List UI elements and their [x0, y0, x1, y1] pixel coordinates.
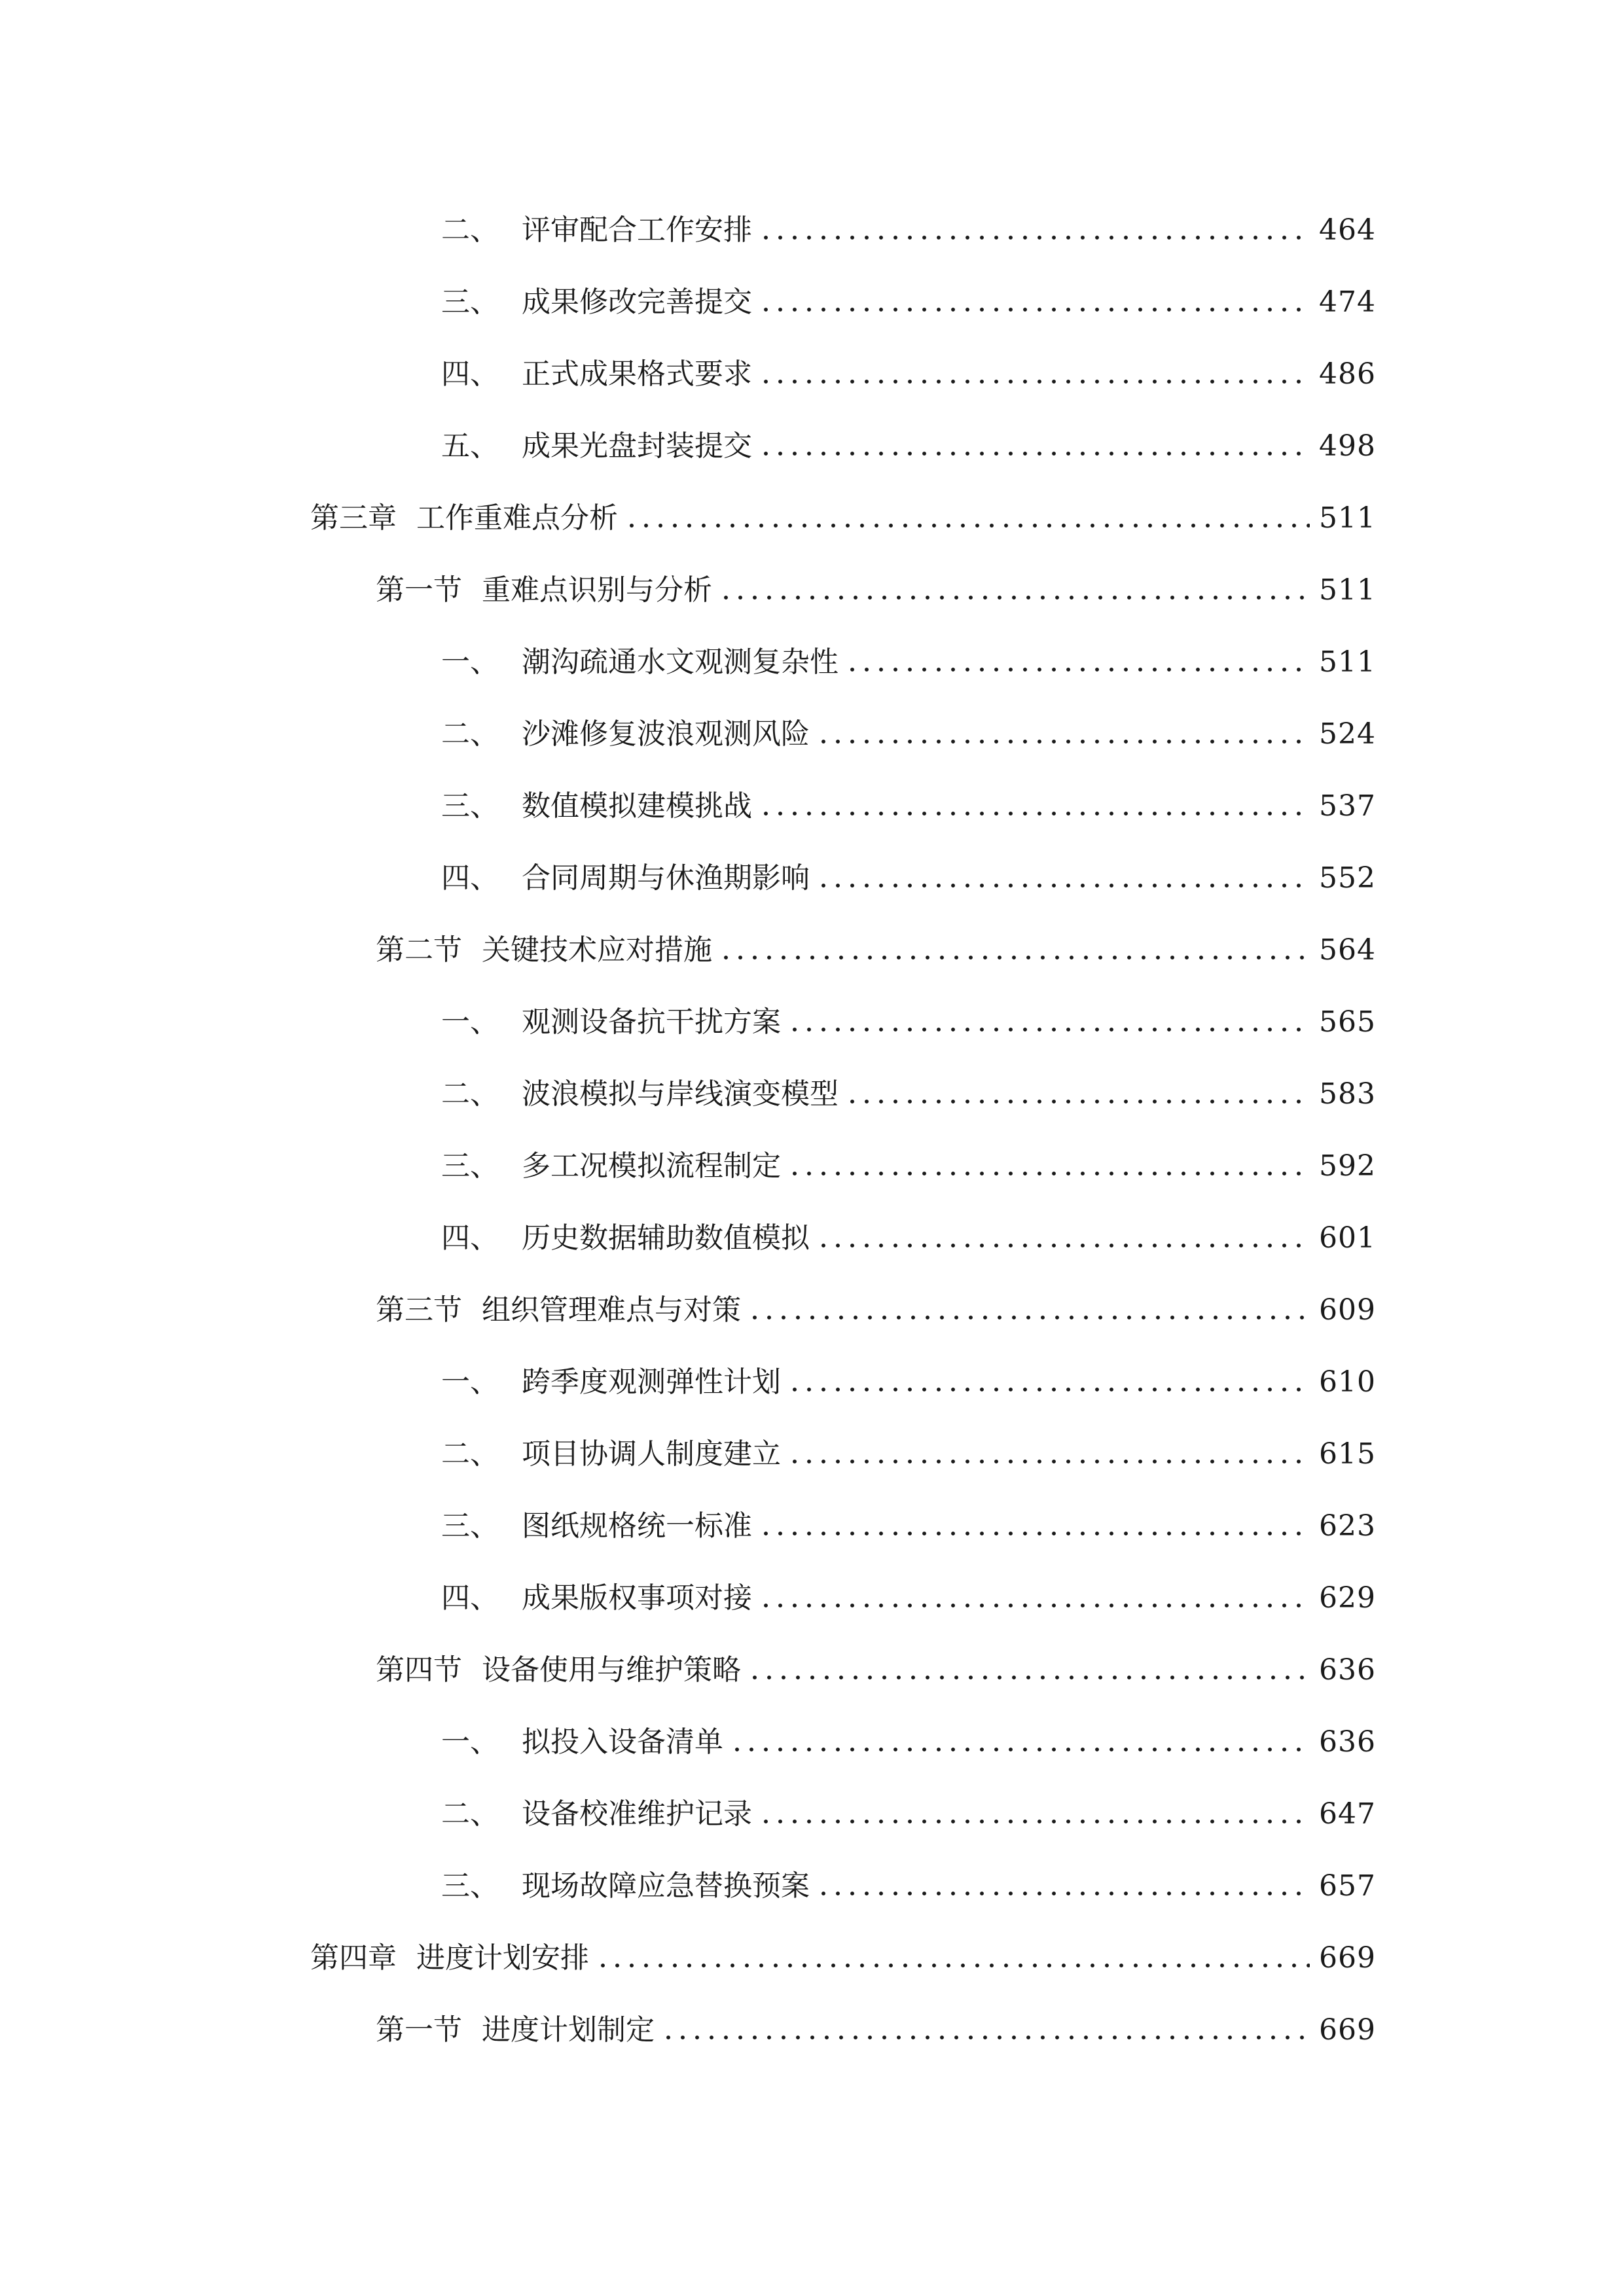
toc-entry-page: 636 [1319, 1653, 1376, 1687]
dot-leader [759, 809, 1310, 818]
toc-entry[interactable] [0, 774, 1624, 846]
toc-section[interactable] [0, 1278, 1624, 1350]
toc-entry-page: 609 [1319, 1293, 1376, 1327]
toc-entry-number: 第二节 [376, 933, 462, 967]
toc-entry-title: 设备校准维护记录 [522, 1797, 752, 1831]
toc-entry[interactable] [0, 270, 1624, 342]
dot-leader [719, 953, 1310, 962]
toc-entry-number: 四、 [441, 861, 499, 895]
toc-entry-title: 设备使用与维护策略 [482, 1653, 741, 1687]
toc-entry-number: 二、 [441, 1797, 499, 1831]
toc-entry-title: 跨季度观测弹性计划 [522, 1365, 781, 1399]
toc-entry[interactable] [0, 1854, 1624, 1926]
dot-leader [787, 1457, 1310, 1466]
dot-leader [845, 1097, 1310, 1106]
toc-section[interactable] [0, 558, 1624, 630]
toc-entry-page: 464 [1319, 213, 1376, 247]
toc-entry[interactable] [0, 1350, 1624, 1422]
toc-entry-title: 关键技术应对措施 [482, 933, 712, 967]
toc-entry-page: 601 [1319, 1221, 1376, 1255]
toc-chapter[interactable] [0, 486, 1624, 558]
toc-entry-page: 511 [1319, 573, 1376, 607]
toc-entry[interactable] [0, 1566, 1624, 1638]
toc-entry[interactable] [0, 1710, 1624, 1782]
toc-entry[interactable] [0, 702, 1624, 774]
toc-entry-page: 524 [1319, 717, 1376, 751]
toc-entry-title: 组织管理难点与对策 [482, 1293, 741, 1327]
toc-entry-number: 四、 [441, 357, 499, 391]
toc-entry-title: 成果修改完善提交 [522, 285, 752, 319]
toc-entry-title: 潮沟疏通水文观测复杂性 [522, 645, 839, 679]
toc-entry-number: 第三节 [376, 1293, 462, 1327]
toc-entry-page: 610 [1319, 1365, 1376, 1399]
toc-entry-title: 进度计划制定 [482, 2013, 655, 2047]
toc-entry-number: 一、 [441, 1365, 499, 1399]
toc-entry-title: 重难点识别与分析 [482, 573, 712, 607]
toc-entry-page: 623 [1319, 1509, 1376, 1543]
toc-entry[interactable] [0, 1134, 1624, 1206]
toc-entry-number: 三、 [441, 285, 499, 319]
dot-leader [759, 233, 1310, 242]
dot-leader [596, 1961, 1310, 1970]
dot-leader [748, 1313, 1310, 1322]
toc-entry-title: 评审配合工作安排 [522, 213, 752, 247]
dot-leader [624, 521, 1310, 530]
toc-entry[interactable] [0, 1782, 1624, 1854]
toc-entry-number: 三、 [441, 1509, 499, 1543]
toc-entry-number: 一、 [441, 1005, 499, 1039]
dot-leader [759, 305, 1310, 314]
toc-entry-number: 三、 [441, 789, 499, 823]
dot-leader [719, 593, 1310, 602]
dot-leader [845, 665, 1310, 674]
toc-entry-title: 数值模拟建模挑战 [522, 789, 752, 823]
toc-entry-number: 第一节 [376, 573, 462, 607]
toc-entry-number: 三、 [441, 1149, 499, 1183]
toc-entry-title: 项目协调人制度建立 [522, 1437, 781, 1471]
toc-entry-page: 511 [1319, 501, 1376, 535]
toc-entry-title: 正式成果格式要求 [522, 357, 752, 391]
toc-entry-title: 成果光盘封装提交 [522, 429, 752, 463]
toc-entry-number: 三、 [441, 1869, 499, 1903]
toc-entry-title: 沙滩修复波浪观测风险 [522, 717, 810, 751]
dot-leader [787, 1169, 1310, 1178]
toc-entry-number: 一、 [441, 645, 499, 679]
toc-entry-page: 565 [1319, 1005, 1376, 1039]
toc-entry-page: 564 [1319, 933, 1376, 967]
toc-entry-title: 合同周期与休渔期影响 [522, 861, 810, 895]
dot-leader [787, 1385, 1310, 1394]
toc-entry-number: 四、 [441, 1221, 499, 1255]
toc-entry-number: 二、 [441, 717, 499, 751]
toc-entry[interactable] [0, 342, 1624, 414]
toc-entry-title: 现场故障应急替换预案 [522, 1869, 810, 1903]
toc-entry-title: 进度计划安排 [416, 1941, 589, 1975]
toc-entry-page: 615 [1319, 1437, 1376, 1471]
toc-entry-number: 二、 [441, 1077, 499, 1111]
toc-entry[interactable] [0, 846, 1624, 918]
dot-leader [661, 2033, 1310, 2042]
toc-entry[interactable] [0, 198, 1624, 270]
dot-leader [816, 1889, 1310, 1898]
toc-entry-page: 474 [1319, 285, 1376, 319]
toc-entry-page: 592 [1319, 1149, 1376, 1183]
toc-entry-number: 一、 [441, 1725, 499, 1759]
table-of-contents [0, 198, 1624, 2070]
toc-entry-page: 636 [1319, 1725, 1376, 1759]
toc-entry[interactable] [0, 1062, 1624, 1134]
dot-leader [759, 1817, 1310, 1826]
toc-entry-number: 第四章 [310, 1941, 397, 1975]
toc-entry[interactable] [0, 1422, 1624, 1494]
toc-entry-title: 拟投入设备清单 [522, 1725, 723, 1759]
toc-entry-page: 486 [1319, 357, 1376, 391]
toc-entry-title: 工作重难点分析 [416, 501, 618, 535]
toc-section[interactable] [0, 1638, 1624, 1710]
toc-entry-page: 583 [1319, 1077, 1376, 1111]
dot-leader [787, 1025, 1310, 1034]
toc-entry-number: 第四节 [376, 1653, 462, 1687]
toc-entry-page: 552 [1319, 861, 1376, 895]
dot-leader [816, 881, 1310, 890]
toc-entry-title: 观测设备抗干扰方案 [522, 1005, 781, 1039]
toc-entry-page: 498 [1319, 429, 1376, 463]
toc-entry-page: 647 [1319, 1797, 1376, 1831]
dot-leader [759, 377, 1310, 386]
toc-entry-number: 第三章 [310, 501, 397, 535]
dot-leader [759, 449, 1310, 458]
dot-leader [730, 1745, 1310, 1754]
dot-leader [759, 1601, 1310, 1610]
toc-entry[interactable] [0, 630, 1624, 702]
toc-entry[interactable] [0, 1206, 1624, 1278]
toc-entry-page: 657 [1319, 1869, 1376, 1903]
toc-entry-number: 第一节 [376, 2013, 462, 2047]
dot-leader [816, 737, 1310, 746]
dot-leader [759, 1529, 1310, 1538]
toc-entry-title: 图纸规格统一标准 [522, 1509, 752, 1543]
toc-entry[interactable] [0, 414, 1624, 486]
dot-leader [748, 1673, 1310, 1682]
toc-chapter[interactable] [0, 1926, 1624, 1998]
toc-entry-page: 669 [1319, 2013, 1376, 2047]
toc-entry-page: 537 [1319, 789, 1376, 823]
toc-entry-page: 669 [1319, 1941, 1376, 1975]
toc-entry-page: 511 [1319, 645, 1376, 679]
dot-leader [816, 1241, 1310, 1250]
toc-entry-title: 历史数据辅助数值模拟 [522, 1221, 810, 1255]
toc-entry-number: 四、 [441, 1581, 499, 1615]
toc-entry[interactable] [0, 990, 1624, 1062]
toc-entry-number: 二、 [441, 1437, 499, 1471]
toc-entry-number: 五、 [441, 429, 499, 463]
toc-entry[interactable] [0, 1494, 1624, 1566]
toc-entry-title: 多工况模拟流程制定 [522, 1149, 781, 1183]
toc-section[interactable] [0, 1998, 1624, 2070]
toc-entry-title: 成果版权事项对接 [522, 1581, 752, 1615]
toc-section[interactable] [0, 918, 1624, 990]
toc-entry-number: 二、 [441, 213, 499, 247]
toc-entry-title: 波浪模拟与岸线演变模型 [522, 1077, 839, 1111]
toc-entry-page: 629 [1319, 1581, 1376, 1615]
